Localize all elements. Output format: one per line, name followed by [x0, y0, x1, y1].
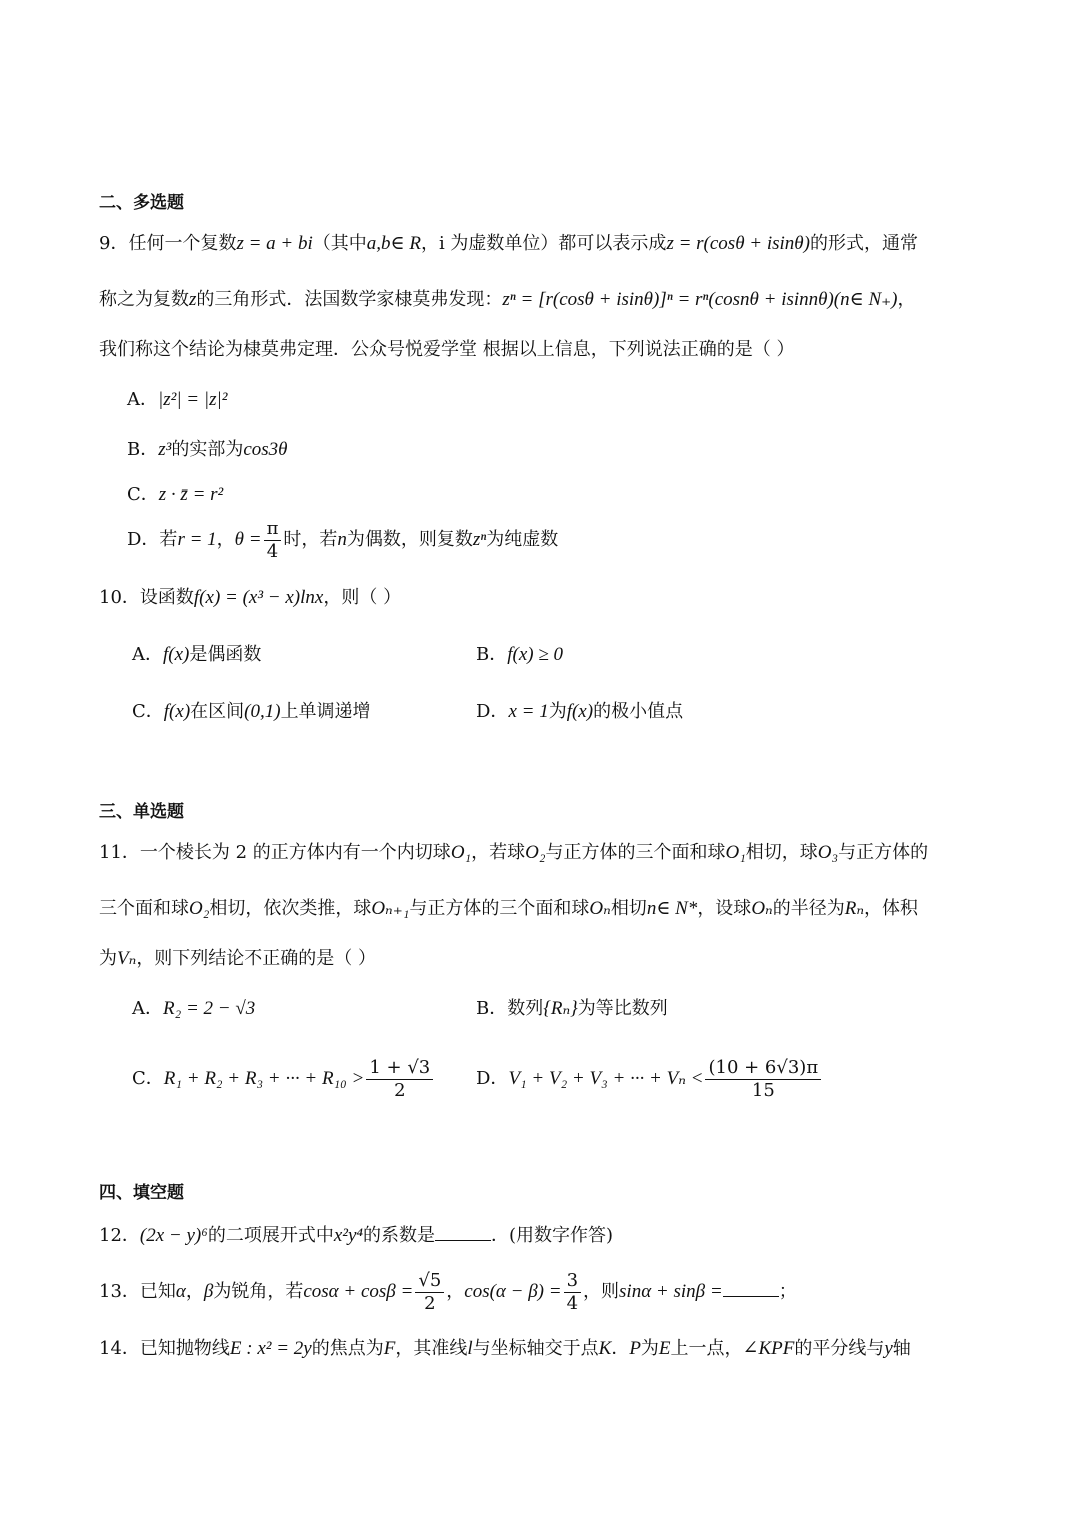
q9-text: 的三角形式．法国数学家棣莫弗发现：: [196, 289, 503, 310]
q11-var: O₁: [450, 842, 472, 863]
q10-option-a: [132, 642, 261, 668]
q12-text: 的系数是: [363, 1225, 436, 1246]
q12-text: ．(用数字作答): [491, 1225, 614, 1246]
option-expr: f(x): [163, 701, 191, 722]
q9-var: z: [189, 289, 197, 310]
q13-expr: cos(α − β) =: [464, 1281, 562, 1302]
option-label: D．: [476, 701, 509, 722]
q11-text: 11．一个棱长为 2 的正方体内有一个内切球: [99, 842, 451, 863]
option-expr: r = 1: [177, 529, 217, 550]
q13: [99, 1267, 797, 1317]
q9-line1: [99, 231, 918, 257]
q11-var: O₃: [817, 842, 839, 863]
q10-function: f(x) = (x³ − x)lnx: [193, 587, 324, 608]
option-expr: R₂ = 2 − √3: [163, 998, 256, 1019]
option-label: D．: [476, 1068, 509, 1089]
option-text: 为: [548, 701, 567, 722]
option-expr: {Rₙ}: [543, 998, 578, 1019]
option-label: A．: [127, 389, 158, 410]
option-text: 为纯虚数: [486, 529, 559, 550]
option-label: D．若: [127, 529, 178, 550]
q13-var: β: [203, 1281, 214, 1302]
q14-var: l: [467, 1338, 473, 1359]
option-text: 在区间: [190, 701, 245, 722]
q11-text: 为: [99, 948, 117, 969]
q11-var: O₂: [525, 842, 546, 863]
q11-text: ，体积: [864, 898, 919, 919]
option-expr: θ =: [234, 529, 262, 550]
q11-text: 与正方体的三个面和球: [409, 898, 590, 919]
q12-expr: x²y⁴: [333, 1225, 364, 1246]
q9-text: （其中: [312, 233, 367, 254]
fraction-denominator: 2: [424, 1292, 436, 1314]
q14-var: y: [884, 1338, 893, 1359]
q11-text: ，设球: [697, 898, 752, 919]
q9-option-d: [127, 517, 558, 563]
q9-text: ，: [897, 289, 916, 310]
q11-line1: [99, 840, 928, 866]
q9-text: 9．任何一个复数: [99, 233, 237, 254]
q10-text: ，则（ ）: [323, 587, 402, 608]
q14-text: 上一点，: [670, 1338, 743, 1359]
q14-text: ．: [611, 1338, 630, 1359]
option-label: C．: [132, 1068, 164, 1089]
q11-text: 相切，依次类推，球: [209, 898, 372, 919]
q11-var: Oₙ: [589, 898, 611, 919]
q14-var: E: [658, 1338, 671, 1359]
fraction-denominator: 4: [266, 540, 279, 562]
section-title-multi: 二、多选题: [99, 193, 184, 213]
q12-expr: (2x − y)⁶: [139, 1225, 208, 1246]
q14-text: 的焦点为: [311, 1338, 384, 1359]
q11-text: 相切，球: [745, 842, 818, 863]
fraction-denominator: 4: [566, 1292, 579, 1314]
q13-text: 13．已知: [99, 1281, 176, 1302]
q11-option-a: [132, 996, 255, 1022]
q14-text: 为: [640, 1338, 659, 1359]
q13-text: ，: [446, 1281, 465, 1302]
option-expr: x = 1: [508, 701, 549, 722]
fraction-denominator: 2: [394, 1079, 406, 1101]
pi-over-4-fraction: [264, 518, 282, 563]
q10-option-c: [132, 699, 371, 725]
option-label: B．: [476, 998, 508, 1019]
option-label: B．: [127, 439, 159, 460]
q11-option-c: [132, 1055, 435, 1103]
answer-blank[interactable]: [435, 1222, 491, 1241]
q13-fraction: [564, 1270, 581, 1315]
section-title-single: 三、单选题: [99, 802, 184, 822]
q13-text: 为锐角，若: [213, 1281, 304, 1302]
option-label: C．: [132, 701, 164, 722]
option-expr: cos3θ: [243, 439, 288, 460]
option-expr: f(x): [566, 701, 594, 722]
fraction-numerator: √5: [415, 1270, 444, 1293]
q9-text: ，i 为虚数单位）都可以表示成: [420, 233, 667, 254]
fraction-numerator: (10 + 6√3)π: [705, 1057, 821, 1080]
option-expr: f(x) ≥ 0: [507, 644, 564, 665]
option-expr: |z²| = |z|²: [158, 389, 228, 410]
q11-text: ，若球: [471, 842, 526, 863]
answer-blank[interactable]: [723, 1278, 779, 1297]
option-text: 的极小值点: [593, 701, 684, 722]
q9-line3: 我们称这个结论为棣莫弗定理．公众号悦爱学堂 根据以上信息，下列说法正确的是（ ）: [99, 339, 795, 360]
option-text: 为等比数列: [577, 998, 668, 1019]
option-text: 是偶函数: [189, 644, 262, 665]
q13-text: ，: [185, 1281, 204, 1302]
fraction-numerator: 3: [564, 1270, 581, 1293]
q14-var: P: [629, 1338, 641, 1359]
q13-text: ；: [778, 1281, 797, 1302]
q9-expr: z = r(cosθ + isinθ): [666, 233, 810, 254]
option-label: A．: [132, 998, 163, 1019]
option-fraction: [366, 1057, 433, 1102]
q14-var: K: [598, 1338, 612, 1359]
option-expr: f(x): [163, 644, 190, 665]
q11-var: O₁: [725, 842, 746, 863]
option-label: C．: [127, 484, 159, 505]
q14-var: F: [383, 1338, 396, 1359]
q14-text: 轴: [892, 1338, 911, 1359]
q10-option-d: [476, 699, 683, 725]
fraction-denominator: 15: [751, 1079, 775, 1101]
q14-text: 的平分线与: [794, 1338, 885, 1359]
option-label: A．: [132, 644, 163, 665]
option-var: n: [337, 529, 347, 550]
q9-option-c: [127, 482, 223, 508]
q9-option-b: [127, 437, 288, 463]
fraction-numerator: π: [264, 518, 282, 541]
q11-text: ，则下列结论不正确的是（ ）: [136, 948, 377, 969]
q14-text: 与坐标轴交于点: [472, 1338, 599, 1359]
q11-var: Vₙ: [117, 948, 137, 969]
q13-fraction: [415, 1270, 444, 1315]
option-expr: V₁ + V₂ + V₃ + ··· + Vₙ <: [508, 1068, 704, 1089]
q11-text: 的半径为: [772, 898, 845, 919]
q11-text: 与正方体的: [838, 842, 929, 863]
q13-expr: sinα + sinβ =: [619, 1281, 723, 1302]
q11-line2: [99, 896, 918, 922]
q14-var: ∠KPF: [742, 1338, 795, 1359]
q10-text: 10．设函数: [99, 587, 194, 608]
q11-var: Oₙ: [751, 898, 773, 919]
q11-var: Oₙ₊₁: [371, 898, 410, 919]
q13-text: ，则: [583, 1281, 620, 1302]
q9-demoivre-formula: zⁿ = [r(cosθ + isinθ)]ⁿ = rⁿ(cosnθ + isinnθ)(n∈ N₊): [502, 289, 898, 310]
option-text: 上单调递增: [280, 701, 371, 722]
option-fraction: [705, 1057, 821, 1102]
q11-text: 与正方体的三个面和球: [545, 842, 726, 863]
q11-var: Rₙ: [844, 898, 865, 919]
q12-text: 12．: [99, 1225, 140, 1246]
option-expr: z · z̄ = r²: [158, 484, 224, 505]
option-expr: zⁿ: [472, 529, 487, 550]
q10-stem: [99, 585, 401, 611]
option-text: 为偶数，则复数: [346, 529, 473, 550]
q11-text: 相切: [610, 898, 647, 919]
q9-option-a: [127, 387, 227, 413]
q12-text: 的二项展开式中: [207, 1225, 334, 1246]
fraction-numerator: 1 + √3: [366, 1057, 433, 1080]
q11-var: n∈ N*: [646, 898, 698, 919]
option-text: 的实部为: [171, 439, 244, 460]
q13-expr: cosα + cosβ =: [303, 1281, 414, 1302]
q14: [99, 1336, 911, 1362]
q11-option-d: [476, 1055, 823, 1103]
section-title-fill: 四、填空题: [99, 1183, 184, 1203]
q13-var: α: [175, 1281, 186, 1302]
q9-text: 的形式，通常: [809, 233, 918, 254]
q9-expr: z = a + bi: [236, 233, 313, 254]
option-text: ，: [216, 529, 235, 550]
q14-text: ，其准线: [395, 1338, 468, 1359]
q12: [99, 1222, 613, 1249]
q9-line2: [99, 287, 915, 313]
q11-option-b: [476, 996, 668, 1022]
option-text: 时，若: [283, 529, 338, 550]
q9-text: 称之为复数: [99, 289, 189, 310]
option-expr: R₁ + R₂ + R₃ + ··· + R₁₀ >: [163, 1068, 365, 1089]
q14-expr: E : x² = 2y: [229, 1338, 312, 1359]
option-expr: (0,1): [244, 701, 281, 722]
option-label: B．: [476, 644, 508, 665]
option-text: 数列: [507, 998, 544, 1019]
option-expr: z³: [158, 439, 172, 460]
q14-text: 14．已知抛物线: [99, 1338, 230, 1359]
q11-text: 三个面和球: [99, 898, 189, 919]
q9-expr: a,b∈ R: [366, 233, 421, 254]
q11-var: O₂: [189, 898, 210, 919]
q11-line3: [99, 946, 376, 972]
q10-option-b: [476, 642, 563, 668]
